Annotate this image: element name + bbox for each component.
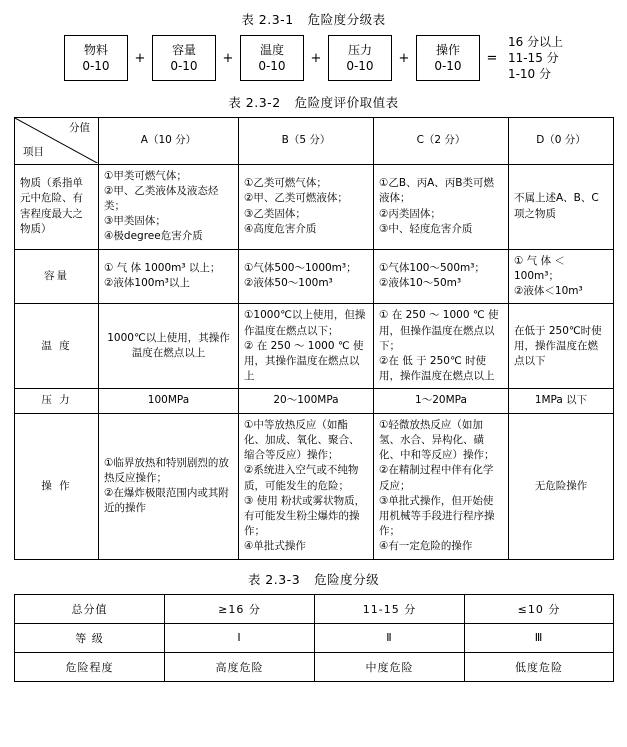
list-item: ③中、轻度危害介质	[379, 222, 473, 235]
row-label-hazard-degree: 危险程度	[15, 652, 165, 681]
row-label-substance: 物质（系指单元中危险、有害程度最大之物质）	[15, 164, 99, 249]
formula-box-capacity-range: 0-10	[170, 59, 198, 74]
cell-total-score-2: 11-15 分	[315, 594, 465, 623]
table-row	[15, 652, 614, 681]
table1-caption	[14, 10, 613, 28]
list-item: ④极degree危害介质	[104, 230, 203, 243]
cell-substance-b	[239, 164, 374, 249]
cell-pressure-a: 100MPa	[99, 389, 239, 413]
cell-operation-b	[239, 413, 374, 559]
cell-operation-a	[99, 413, 239, 559]
list-item: ② 在 250 ～ 1000 ℃ 使用，其操作温度在燃点以上	[244, 339, 364, 383]
hazard-evaluation-table	[14, 117, 614, 560]
formula-box-operation-label: 操作	[435, 43, 460, 58]
plus-sign-2: +	[222, 50, 234, 66]
cell-hazard-degree-3: 低度危险	[465, 652, 614, 681]
row-label-total-score: 总分值	[15, 594, 165, 623]
cell-temperature-a: 1000℃以上使用，其操作温度在燃点以上	[99, 304, 239, 389]
table-row-operation	[15, 413, 614, 559]
cell-temperature-d: 在低于 250℃时使用，操作温度在燃点以下	[509, 304, 614, 389]
formula-box-material	[64, 35, 128, 81]
formula-box-pressure-range: 0-10	[346, 59, 374, 74]
table-row-substance	[15, 164, 614, 249]
table3-caption	[14, 570, 613, 588]
list-item: ④高度危害介质	[244, 222, 317, 235]
table-row-pressure	[15, 389, 614, 413]
cell-substance-d	[509, 164, 614, 249]
table2-caption-number: 表 2.3-2	[228, 94, 281, 110]
list-item: ②液体50～100m³	[244, 277, 333, 290]
list-item: ③ 使用 粉状或雾状物质，有可能发生粉尘爆炸的操作；	[244, 494, 366, 538]
list-item: ④单批式操作	[244, 540, 306, 553]
list-item: ②甲、乙类液体及液态烃类；	[104, 184, 219, 212]
formula-box-material-range: 0-10	[82, 59, 110, 74]
cell-pressure-d: 1MPa 以下	[509, 389, 614, 413]
list-item: ④有一定危险的操作	[379, 540, 473, 553]
cell-capacity-c	[374, 249, 509, 304]
list-item: ②液体100m³以上	[104, 277, 190, 290]
formula-box-material-label: 物料	[83, 43, 108, 58]
cell-capacity-a	[99, 249, 239, 304]
cell-substance-a	[99, 164, 239, 249]
hazard-level-table	[14, 594, 614, 682]
plus-sign-4: +	[398, 50, 410, 66]
table1-caption-number: 表 2.3-1	[241, 12, 294, 27]
list-item: ③单批式操作，但开始使用机械等手段进行程序操作；	[379, 494, 495, 538]
cell-total-score-1: ≥16 分	[165, 594, 315, 623]
formula-box-pressure	[328, 35, 392, 81]
formula-box-capacity-label: 容量	[171, 43, 196, 58]
header-col-c: C（2 分）	[374, 117, 509, 164]
formula-result-line-3: 1-10 分	[507, 67, 552, 82]
list-item: ②甲、乙类可燃液体；	[244, 192, 348, 205]
formula-result-line-2: 11-15 分	[507, 51, 559, 66]
list-item: ① 气 体 1000m³ 以上；	[104, 262, 221, 275]
header-score-label: 分值	[69, 121, 90, 134]
header-corner-cell	[15, 117, 99, 164]
list-item: ①乙类可燃气体；	[244, 177, 327, 190]
list-item: ①乙B、丙A、丙B类可燃液体；	[379, 177, 495, 205]
cell-pressure-c: 1～20MPa	[374, 389, 509, 413]
list-item: ②丙类固体；	[379, 207, 441, 220]
list-item: ①轻微放热反应（如加氢、水合、异构化、磺化、中和等反应）操作；	[379, 418, 495, 462]
list-item: ①气体500～1000m³；	[244, 262, 357, 275]
list-item: ③乙类固体；	[244, 207, 306, 220]
cell-capacity-d	[509, 249, 614, 304]
cell-temperature-b	[239, 304, 374, 389]
list-item: ②系统进入空气或不纯物质，可能发生的危险；	[244, 464, 359, 492]
list-item: ①1000℃以上使用，但操作温度在燃点以下；	[244, 309, 366, 337]
table2-caption	[14, 93, 613, 111]
list-item: ②在爆炸极限范围内或其附近的操作	[104, 487, 229, 515]
table3-caption-title: 危险度分级	[314, 571, 380, 587]
formula-box-capacity	[152, 35, 216, 81]
list-item: ①甲类可燃气体；	[104, 169, 187, 182]
table-row	[15, 594, 614, 623]
row-label-capacity: 容量	[15, 249, 99, 304]
hazard-formula-row	[14, 34, 613, 83]
cell-total-score-3: ≤10 分	[465, 594, 614, 623]
table-header-row	[15, 117, 614, 164]
cell-hazard-degree-2: 中度危险	[315, 652, 465, 681]
list-item: ①气体100～500m³；	[379, 262, 485, 275]
cell-operation-d: 无危险操作	[509, 413, 614, 559]
list-item: ①中等放热反应（如酯化、加成、氧化、聚合、缩合等反应）操作；	[244, 418, 360, 462]
header-col-d: D（0 分）	[509, 117, 614, 164]
equals-sign: =	[486, 50, 498, 66]
cell-temperature-c	[374, 304, 509, 389]
formula-result	[508, 34, 563, 83]
formula-box-temperature-label: 温度	[259, 43, 284, 58]
plus-sign-3: +	[310, 50, 322, 66]
list-item: 不属上述A、B、C项之物质	[514, 192, 599, 220]
formula-box-operation-range: 0-10	[434, 59, 462, 74]
list-item: ②在 低 于 250℃ 时使用，操作温度在燃点以上	[379, 354, 495, 383]
row-label-operation: 操 作	[15, 413, 99, 559]
row-label-grade: 等 级	[15, 623, 165, 652]
header-col-b: B（5 分）	[239, 117, 374, 164]
list-item: ③甲类固体；	[104, 215, 166, 228]
table3-caption-number: 表 2.3-3	[247, 571, 301, 587]
list-item: ②液体＜10m³	[514, 285, 583, 298]
list-item: ①临界放热和特别剧烈的放热反应操作；	[104, 456, 229, 484]
header-item-label: 项目	[23, 146, 44, 159]
formula-box-temperature	[240, 35, 304, 81]
cell-pressure-b: 20～100MPa	[239, 389, 374, 413]
cell-grade-3: Ⅲ	[465, 623, 614, 652]
list-item: ① 气 体 ＜ 100m³；	[514, 254, 565, 282]
plus-sign-1: +	[134, 50, 146, 66]
cell-grade-2: Ⅱ	[315, 623, 465, 652]
row-label-temperature: 温 度	[15, 304, 99, 389]
cell-hazard-degree-1: 高度危险	[165, 652, 315, 681]
formula-box-temperature-range: 0-10	[258, 59, 286, 74]
cell-grade-1: Ⅰ	[165, 623, 315, 652]
formula-box-operation	[416, 35, 480, 81]
header-col-a: A（10 分）	[99, 117, 239, 164]
table-row-capacity	[15, 249, 614, 304]
table-row-temperature	[15, 304, 614, 389]
row-label-pressure: 压 力	[15, 389, 99, 413]
formula-result-line-1: 16 分以上	[507, 35, 564, 49]
list-item: ②液体10～50m³	[379, 277, 462, 290]
table-row	[15, 623, 614, 652]
list-item: ②在精制过程中伴有化学反应；	[379, 464, 494, 492]
cell-substance-c	[374, 164, 509, 249]
formula-box-pressure-label: 压力	[347, 43, 372, 58]
cell-operation-c	[374, 413, 509, 559]
cell-capacity-b	[239, 249, 374, 304]
table1-caption-title: 危险度分级表	[307, 12, 386, 27]
table2-caption-title: 危险度评价取值表	[294, 94, 399, 110]
list-item: ① 在 250 ～ 1000 ℃ 使用，但操作温度在燃点以下；	[379, 309, 499, 352]
